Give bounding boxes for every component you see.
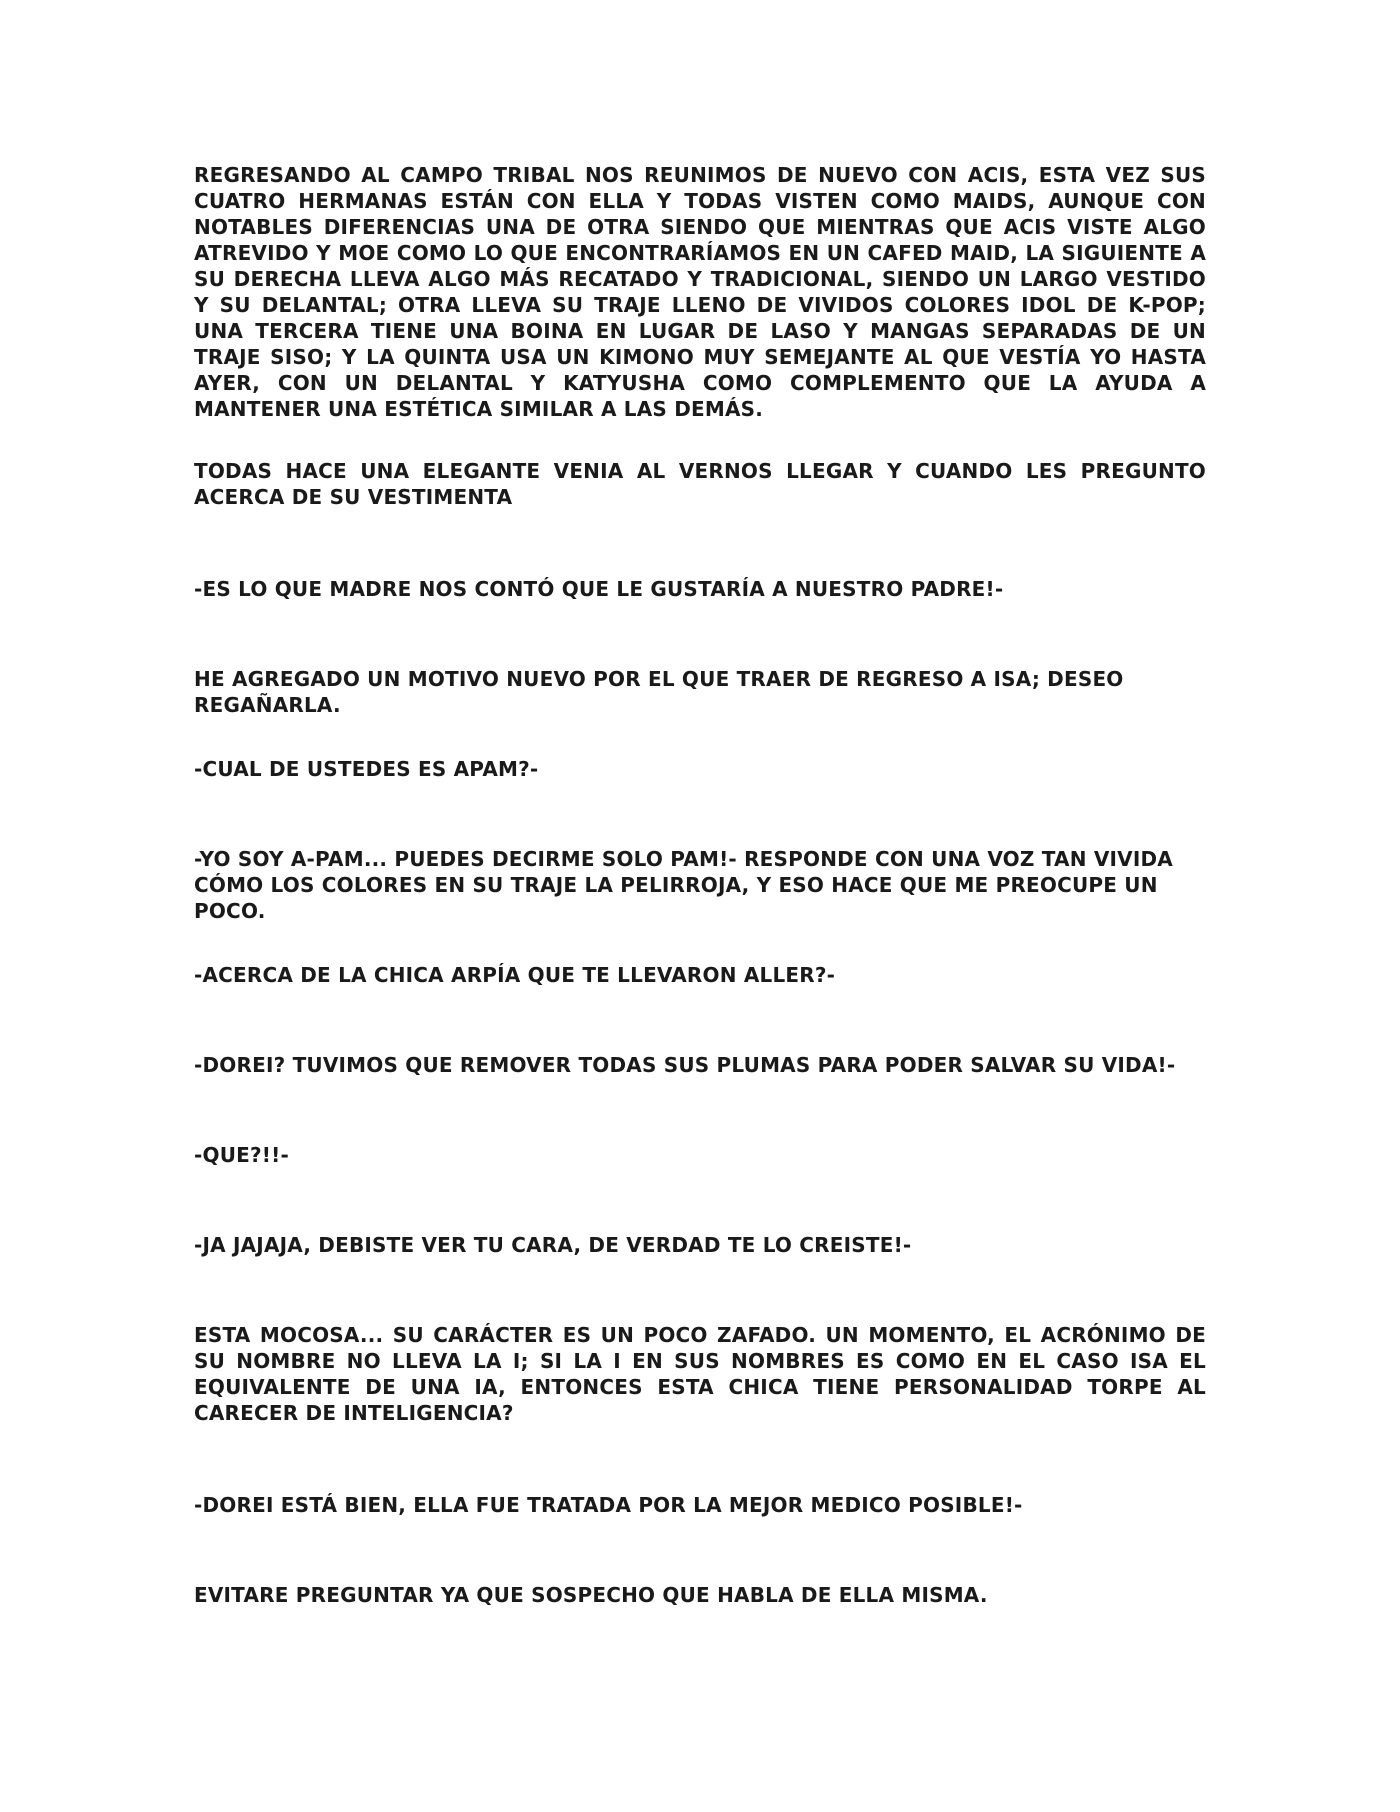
paragraph-narration: ESTA MOCOSA... SU CARÁCTER ES UN POCO ZAFADO. UN MOMENTO, EL ACRÓNIMO DE SU NOMBRE NO LLEVA LA I; SI LA I EN SUS NOMBRES ES COMO EN EL CASO ISA EL EQUIVALENTE DE UNA IA, ENTONCES ESTA CHICA TIENE PERSONALIDAD TORPE AL CARECER DE INTELIGENCIA? (194, 1323, 1206, 1425)
dialogue-line: -YO SOY A-PAM... PUEDES DECIRME SOLO PAM!- RESPONDE CON UNA VOZ TAN VIVIDA CÓMO LOS COLORES EN SU TRAJE LA PELIRROJA, Y ESO HACE QUE ME PREOCUPE UN POCO. (194, 847, 1173, 923)
dialogue-line: -CUAL DE USTEDES ES APAM?- (194, 757, 539, 781)
dialogue-line: -ACERCA DE LA CHICA ARPÍA QUE TE LLEVARON ALLER?- (194, 963, 836, 987)
paragraph-narration: EVITARE PREGUNTAR YA QUE SOSPECHO QUE HABLA DE ELLA MISMA. (194, 1583, 988, 1607)
dialogue-line: -ES LO QUE MADRE NOS CONTÓ QUE LE GUSTARÍA A NUESTRO PADRE!- (194, 577, 1004, 601)
dialogue-line: -JA JAJAJA, DEBISTE VER TU CARA, DE VERDAD TE LO CREISTE!- (194, 1233, 912, 1257)
dialogue-line: -DOREI? TUVIMOS QUE REMOVER TODAS SUS PLUMAS PARA PODER SALVAR SU VIDA!- (194, 1053, 1176, 1077)
paragraph-narration: HE AGREGADO UN MOTIVO NUEVO POR EL QUE TRAER DE REGRESO A ISA; DESEO REGAÑARLA. (194, 667, 1124, 717)
paragraph-greeting: TODAS HACE UNA ELEGANTE VENIA AL VERNOS LLEGAR Y CUANDO LES PREGUNTO ACERCA DE SU VESTIMENTA (194, 459, 1206, 509)
dialogue-line: -DOREI ESTÁ BIEN, ELLA FUE TRATADA POR LA MEJOR MEDICO POSIBLE!- (194, 1493, 1023, 1517)
dialogue-line: -QUE?!!- (194, 1143, 289, 1167)
paragraph-intro: REGRESANDO AL CAMPO TRIBAL NOS REUNIMOS DE NUEVO CON ACIS, ESTA VEZ SUS CUATRO HERMANAS ESTÁN CON ELLA Y TODAS VISTEN COMO MAIDS, AUNQUE CON NOTABLES DIFERENCIAS UNA DE OTRA SIENDO QUE MIENTRAS QUE ACIS VISTE ALGO ATREVIDO Y MOE COMO LO QUE ENCONTRARÍAMOS EN UN CAFED MAID, LA SIGUIENTE A SU DERECHA LLEVA ALGO MÁS RECATADO Y TRADICIONAL, SIENDO UN LARGO VESTIDO Y SU DELANTAL; OTRA LLEVA SU TRAJE LLENO DE VIVIDOS COLORES IDOL DE K-POP; UNA TERCERA TIENE UNA BOINA EN LUGAR DE LASO Y MANGAS SEPARADAS DE UN TRAJE SISO; Y LA QUINTA USA UN KIMONO MUY SEMEJANTE AL QUE VESTÍA YO HASTA AYER, CON UN DELANTAL Y KATYUSHA COMO COMPLEMENTO QUE LA AYUDA A MANTENER UNA ESTÉTICA SIMILAR A LAS DEMÁS. (194, 163, 1206, 421)
